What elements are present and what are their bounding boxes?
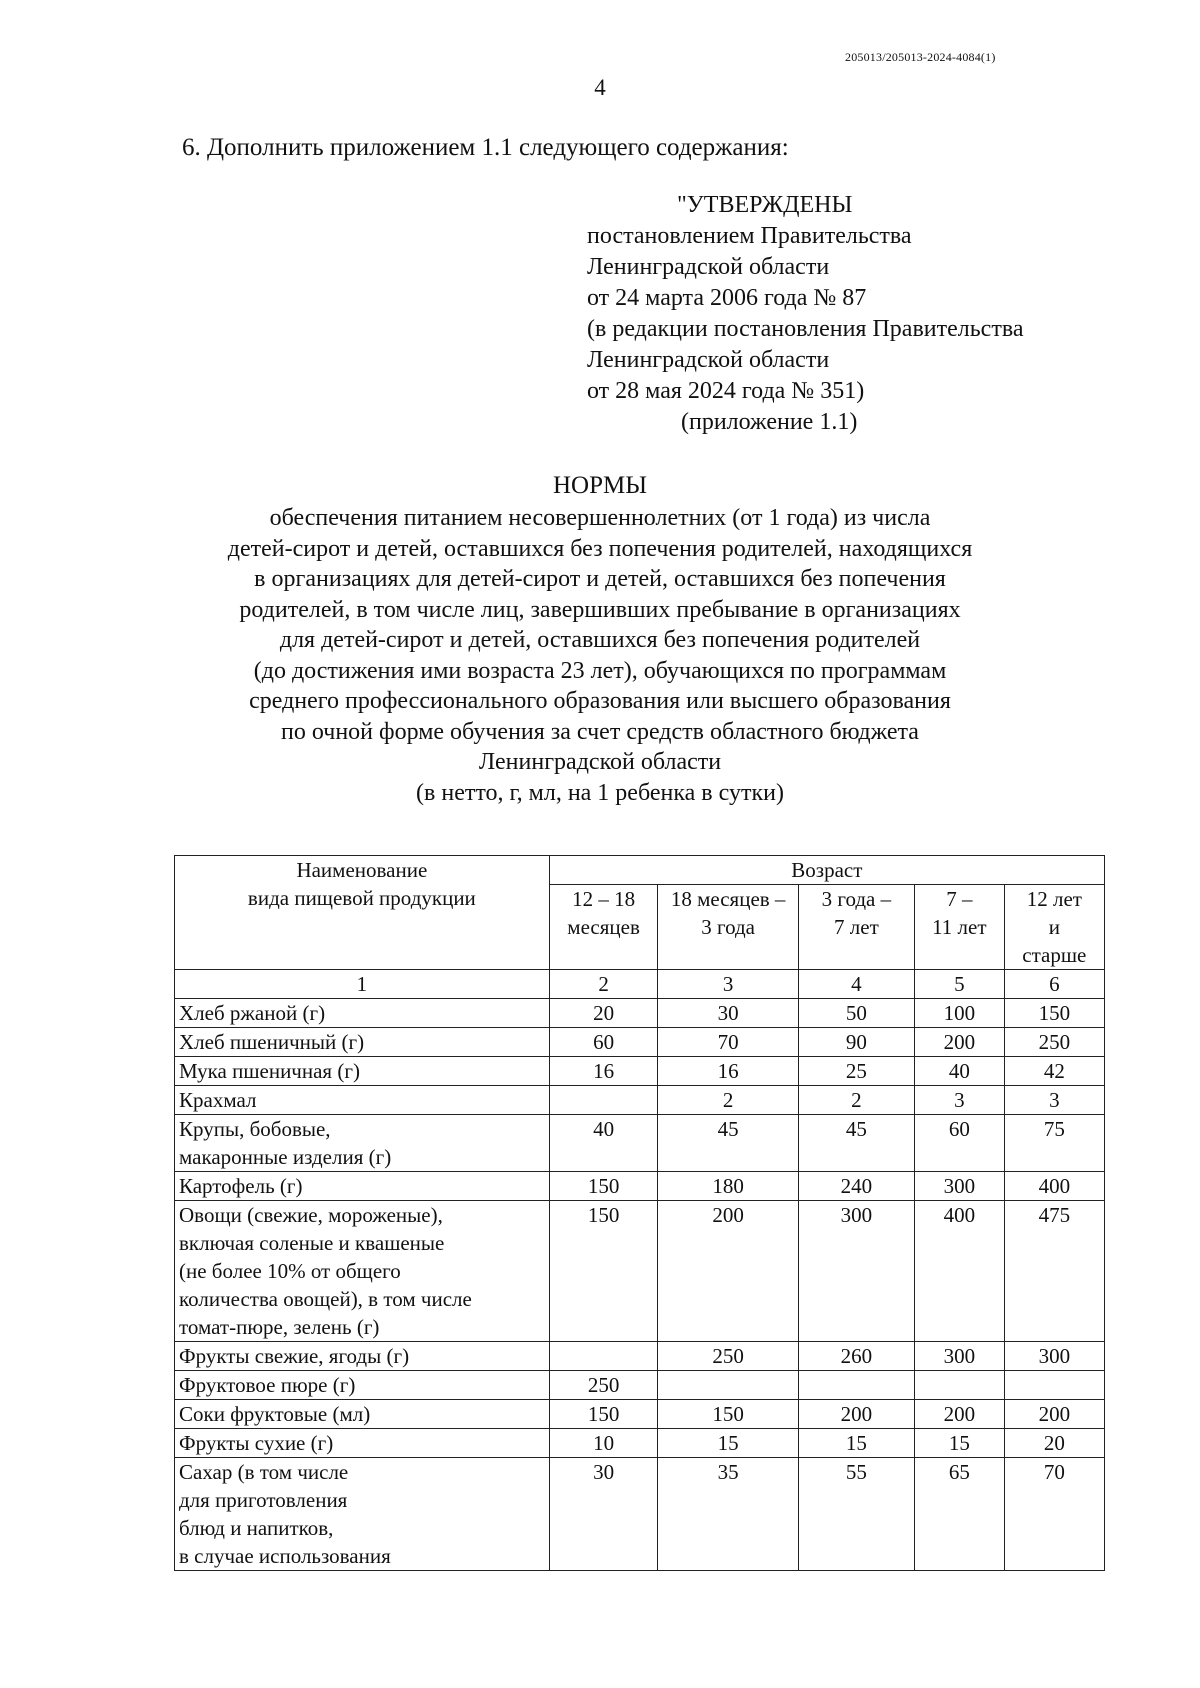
approval-title: "УТВЕРЖДЕНЫ (677, 192, 853, 218)
item-heading: 6. Дополнить приложением 1.1 следующего содержания: (182, 134, 789, 161)
value-cell: 150 (658, 1400, 798, 1429)
column-number: 5 (914, 970, 1004, 999)
age-group-header (914, 885, 1004, 970)
value-cell: 150 (549, 1172, 658, 1201)
product-name-line: блюд и напитков, (179, 1516, 334, 1540)
product-name-cell (175, 1172, 550, 1201)
page-number: 4 (594, 75, 606, 100)
value-cell: 150 (549, 1400, 658, 1429)
column-number: 4 (798, 970, 914, 999)
subtitle-line: Ленинградской области (478, 749, 722, 775)
value-cell: 300 (914, 1172, 1004, 1201)
product-name-header (175, 856, 550, 970)
value-cell: 70 (1004, 1458, 1104, 1571)
product-name-line: Крупы, бобовые, (179, 1117, 331, 1141)
value-cell: 15 (798, 1429, 914, 1458)
table-row (175, 999, 1105, 1028)
value-cell: 3 (914, 1086, 1004, 1115)
value-cell: 200 (1004, 1400, 1104, 1429)
table-row (175, 1201, 1105, 1342)
product-name-line: Хлеб пшеничный (г) (179, 1030, 365, 1054)
value-cell (549, 1342, 658, 1371)
product-name-cell (175, 1086, 550, 1115)
value-cell: 400 (914, 1201, 1004, 1342)
value-cell: 60 (549, 1028, 658, 1057)
product-name-line: Фрукты сухие (г) (179, 1431, 334, 1455)
value-cell: 50 (798, 999, 914, 1028)
column-number: 3 (658, 970, 798, 999)
age-group-line: и (1048, 915, 1060, 939)
value-cell: 70 (658, 1028, 798, 1057)
product-name-line: (не более 10% от общего (179, 1259, 401, 1283)
product-name-line: Крахмал (179, 1088, 257, 1112)
column-number: 6 (1004, 970, 1104, 999)
norms-table (174, 855, 1105, 1571)
subtitle-line: (в нетто, г, мл, на 1 ребенка в сутки) (416, 779, 784, 806)
product-name-header-line: Наименование (296, 858, 428, 882)
age-group-line: 7 лет (834, 915, 879, 939)
value-cell: 30 (658, 999, 798, 1028)
approval-annex: (приложение 1.1) (681, 409, 858, 435)
age-group-line: 3 года – (821, 887, 892, 911)
age-group-line: 7 – (946, 887, 973, 911)
approval-line: Ленинградской области (587, 347, 830, 373)
value-cell: 100 (914, 999, 1004, 1028)
value-cell: 10 (549, 1429, 658, 1458)
table-row (175, 1400, 1105, 1429)
product-name-cell (175, 1458, 550, 1571)
product-name-cell (175, 999, 550, 1028)
age-group-line: 12 лет (1026, 887, 1082, 911)
value-cell (914, 1371, 1004, 1400)
value-cell: 15 (914, 1429, 1004, 1458)
approval-line: постановлением Правительства (587, 223, 912, 249)
column-number: 1 (175, 970, 550, 999)
approval-line: от 28 мая 2024 года № 351) (587, 378, 865, 404)
product-name-cell (175, 1429, 550, 1458)
product-name-line: количества овощей), в том числе (179, 1287, 472, 1311)
value-cell: 3 (1004, 1086, 1104, 1115)
value-cell: 16 (658, 1057, 798, 1086)
value-cell: 45 (658, 1115, 798, 1172)
norms-title: НОРМЫ (552, 472, 648, 499)
product-name-line: в случае использования (179, 1544, 391, 1568)
value-cell: 300 (914, 1342, 1004, 1371)
value-cell: 42 (1004, 1057, 1104, 1086)
value-cell: 20 (549, 999, 658, 1028)
product-name-cell (175, 1115, 550, 1172)
value-cell: 90 (798, 1028, 914, 1057)
value-cell: 2 (798, 1086, 914, 1115)
column-numbers-row (175, 970, 1105, 999)
age-group-header (658, 885, 798, 970)
value-cell (798, 1371, 914, 1400)
value-cell: 15 (658, 1429, 798, 1458)
table-row (175, 1172, 1105, 1201)
value-cell: 240 (798, 1172, 914, 1201)
product-name-line: Сахар (в том числе (179, 1460, 349, 1484)
product-name-line: Соки фруктовые (мл) (179, 1402, 371, 1426)
column-number: 2 (549, 970, 658, 999)
product-name-cell (175, 1400, 550, 1429)
value-cell (549, 1086, 658, 1115)
table-row (175, 1115, 1105, 1172)
product-name-line: Фрукты свежие, ягоды (г) (179, 1344, 410, 1368)
value-cell: 300 (798, 1201, 914, 1342)
table-row (175, 1086, 1105, 1115)
value-cell: 55 (798, 1458, 914, 1571)
product-name-line: томат-пюре, зелень (г) (179, 1315, 380, 1339)
value-cell: 25 (798, 1057, 914, 1086)
product-name-line: Овощи (свежие, мороженые), (179, 1203, 443, 1227)
value-cell: 400 (1004, 1172, 1104, 1201)
product-name-line: включая соленые и квашеные (179, 1231, 445, 1255)
value-cell (1004, 1371, 1104, 1400)
age-group-header (1004, 885, 1104, 970)
value-cell: 35 (658, 1458, 798, 1571)
product-name-cell (175, 1342, 550, 1371)
value-cell: 40 (549, 1115, 658, 1172)
product-name-line: Фруктовое пюре (г) (179, 1373, 356, 1397)
approval-line: (в редакции постановления Правительства (587, 316, 1024, 342)
table-row (175, 1429, 1105, 1458)
subtitle-line: среднего профессионального образования или высшего образования (249, 688, 951, 714)
product-name-line: Картофель (г) (179, 1174, 303, 1198)
table-row (175, 1057, 1105, 1086)
value-cell: 200 (798, 1400, 914, 1429)
table-row (175, 1458, 1105, 1571)
subtitle-line: по очной форме обучения за счет средств областного бюджета (281, 718, 919, 745)
header-row (175, 856, 1105, 885)
subtitle-line: в организациях для детей-сирот и детей, оставшихся без попечения (254, 566, 946, 592)
subtitle-line: для детей-сирот и детей, оставшихся без попечения родителей (279, 627, 921, 653)
norms-subtitle (0, 503, 1200, 808)
approval-line: Ленинградской области (587, 254, 830, 280)
product-name-cell (175, 1201, 550, 1342)
value-cell (658, 1371, 798, 1400)
product-name-line: Мука пшеничная (г) (179, 1059, 360, 1083)
product-name-header-line: вида пищевой продукции (247, 886, 476, 910)
age-group-line: 12 – 18 (572, 887, 636, 911)
value-cell: 200 (914, 1400, 1004, 1429)
subtitle-line: (до достижения ими возраста 23 лет), обучающихся по программам (253, 657, 947, 684)
age-group-header (798, 885, 914, 970)
approval-line: от 24 марта 2006 года № 87 (587, 285, 867, 311)
value-cell: 300 (1004, 1342, 1104, 1371)
table-row (175, 1028, 1105, 1057)
value-cell: 200 (658, 1201, 798, 1342)
value-cell: 65 (914, 1458, 1004, 1571)
subtitle-line: обеспечения питанием несовершеннолетних (от 1 года) из числа (269, 505, 931, 531)
value-cell: 20 (1004, 1429, 1104, 1458)
value-cell: 75 (1004, 1115, 1104, 1172)
value-cell: 40 (914, 1057, 1004, 1086)
product-name-cell (175, 1371, 550, 1400)
value-cell: 180 (658, 1172, 798, 1201)
subtitle-line: родителей, в том числе лиц, завершивших пребывание в организациях (239, 596, 961, 623)
value-cell: 2 (658, 1086, 798, 1115)
age-group-line: месяцев (567, 915, 640, 939)
table-row (175, 1371, 1105, 1400)
product-name-cell (175, 1028, 550, 1057)
value-cell: 45 (798, 1115, 914, 1172)
value-cell: 475 (1004, 1201, 1104, 1342)
document-code: 205013/205013-2024-4084(1) (845, 50, 996, 64)
value-cell: 250 (1004, 1028, 1104, 1057)
product-name-line: макаронные изделия (г) (179, 1145, 392, 1169)
age-group-header (549, 885, 658, 970)
product-name-cell (175, 1057, 550, 1086)
value-cell: 150 (1004, 999, 1104, 1028)
value-cell: 150 (549, 1201, 658, 1342)
subtitle-line: детей-сирот и детей, оставшихся без попечения родителей, находящихся (227, 535, 973, 562)
approval-block (587, 190, 1024, 438)
value-cell: 60 (914, 1115, 1004, 1172)
age-header: Возраст (549, 856, 1104, 885)
value-cell: 260 (798, 1342, 914, 1371)
value-cell: 16 (549, 1057, 658, 1086)
age-group-line: 11 лет (932, 915, 987, 939)
age-group-line: старше (1022, 943, 1087, 967)
value-cell: 250 (549, 1371, 658, 1400)
product-name-line: Хлеб ржаной (г) (179, 1001, 326, 1025)
product-name-line: для приготовления (179, 1488, 348, 1512)
value-cell: 200 (914, 1028, 1004, 1057)
age-group-line: 3 года (701, 915, 756, 939)
norms-table-body (175, 970, 1105, 1571)
table-row (175, 1342, 1105, 1371)
value-cell: 30 (549, 1458, 658, 1571)
value-cell: 250 (658, 1342, 798, 1371)
age-group-line: 18 месяцев – (670, 887, 786, 911)
